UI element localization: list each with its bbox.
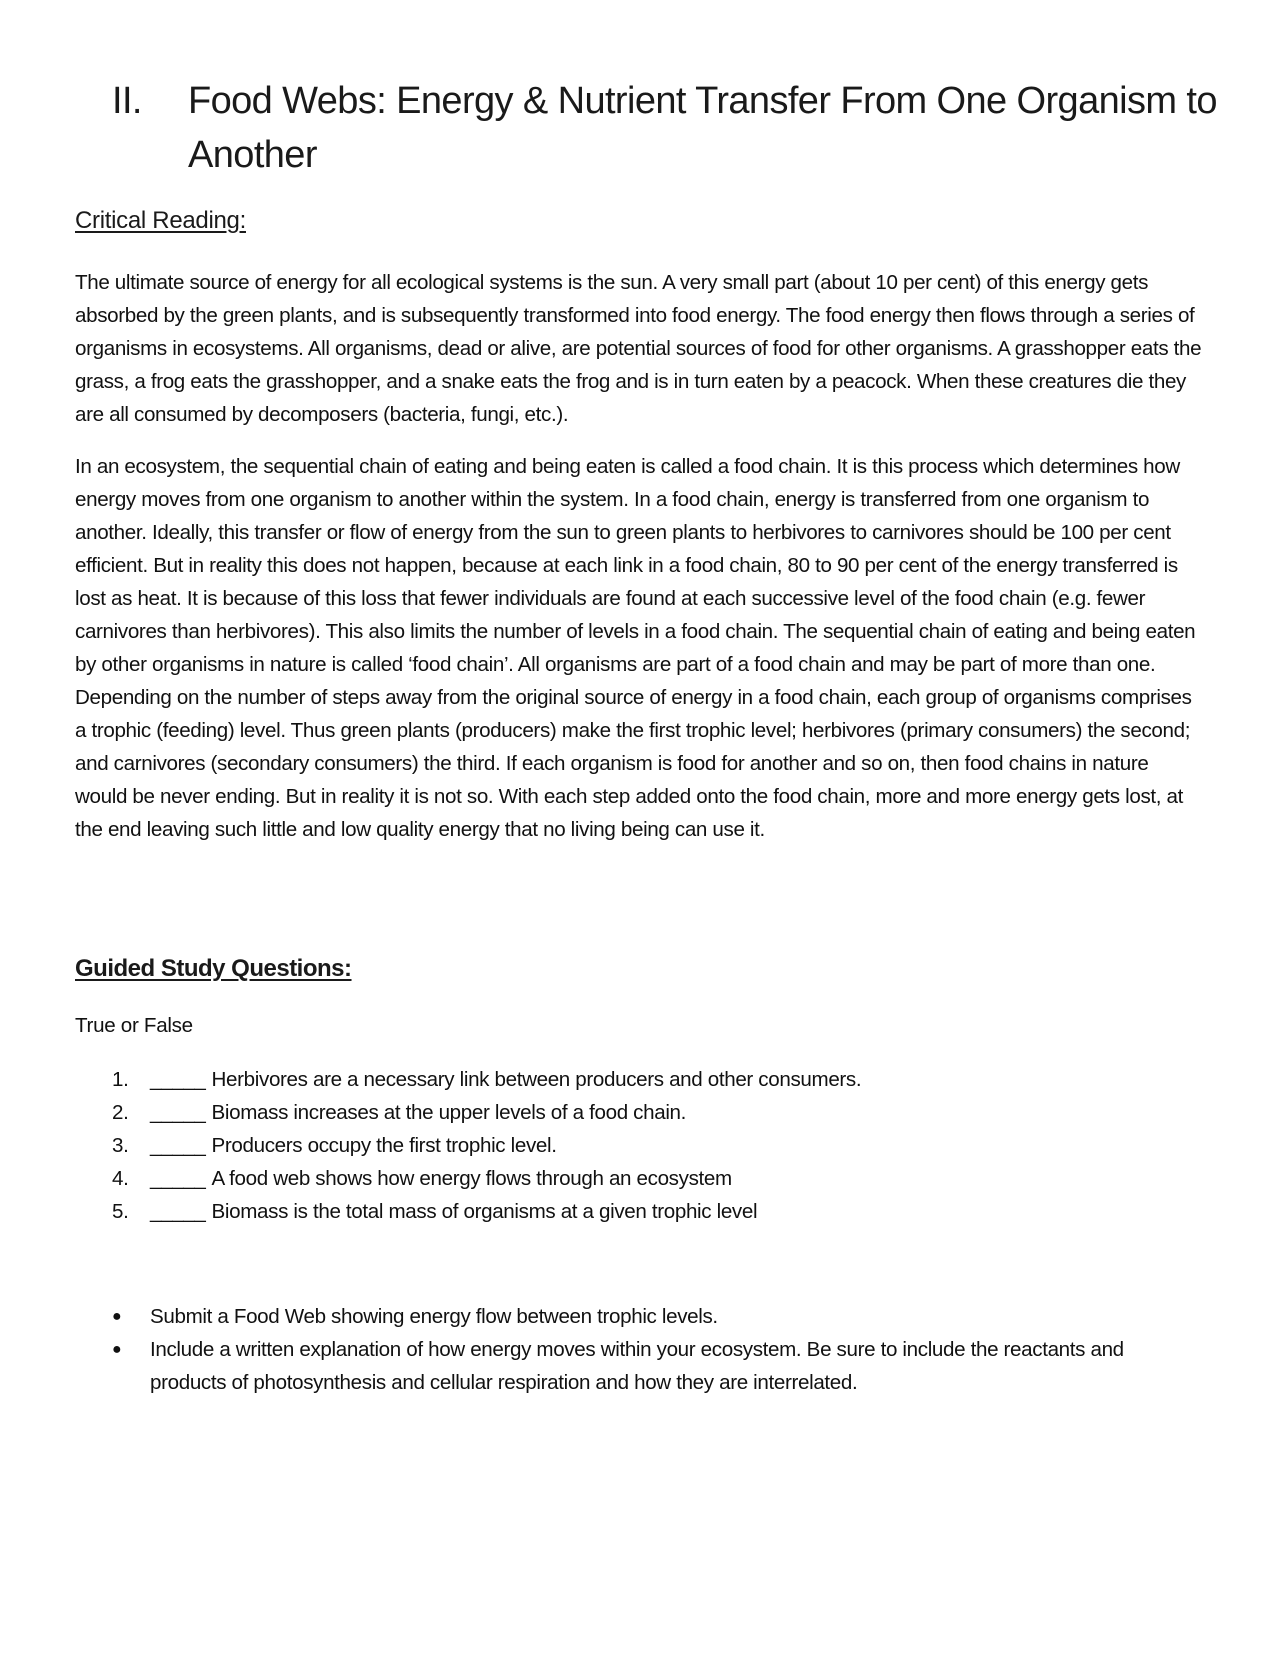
task-item [112, 1300, 1162, 1333]
true-false-subtitle: True or False [75, 1014, 193, 1037]
question-item [112, 1195, 861, 1228]
section-title: Food Webs: Energy & Nutrient Transfer From One Organism to Another [188, 80, 1217, 176]
task-list [112, 1300, 1162, 1399]
question-list [112, 1063, 861, 1228]
question-text: Biomass increases at the upper levels of a food chain. [211, 1101, 687, 1124]
question-item [112, 1162, 861, 1195]
section-heading [112, 74, 1222, 182]
critical-reading-label: Critical Reading: [75, 207, 246, 234]
bullet-icon: ● [112, 1308, 122, 1325]
guided-study-label: Guided Study Questions: [75, 955, 352, 982]
answer-blank[interactable]: _____ [150, 1134, 206, 1157]
question-text: Biomass is the total mass of organisms at a given trophic level [211, 1200, 758, 1223]
question-item [112, 1129, 861, 1162]
question-text: Producers occupy the first trophic level. [211, 1134, 557, 1157]
reading-paragraph-2: In an ecosystem, the sequential chain of eating and being eaten is called a food chain. It is this process which determines how energy moves from one organism to another within the system. In a food chain, energy is transferred from one organism to another. Ideally, this transfer or flow of energy from the sun to green plants to herbivores to carnivores should be 100 per cent efficient. But in reality this does not happen, because at each link in a food chain, 80 to 90 per cent of the energy transferred is lost as heat. It is because of this loss that fewer individuals are found at each successive level of the food chain (e.g. fewer carnivores than herbivores). This also limits the number of levels in a food chain. The sequential chain of eating and being eaten by other organisms in nature is called ‘food chain’. All organisms are part of a food chain and may be part of more than one. Depending on the number of steps away from the original source of energy in a food chain, each group of organisms comprises a trophic (feeding) level. Thus green plants (producers) make the first trophic level; herbivores (primary consumers) the second; and carnivores (secondary consumers) the third. If each organism is food for another and so on, then food chains in nature would be never ending. But in reality it is not so. With each step added onto the food chain, more and more energy gets lost, at the end leaving such little and low quality energy that no living being can use it. [75, 455, 1196, 841]
question-number: 1. [112, 1068, 129, 1091]
answer-blank[interactable]: _____ [150, 1167, 206, 1190]
reading-paragraph-1: The ultimate source of energy for all ecological systems is the sun. A very small part (about 10 per cent) of this energy gets absorbed by the green plants, and is subsequently transformed into food energy. The food energy then flows through a series of organisms in ecosystems. All organisms, dead or alive, are potential sources of food for other organisms. A grasshopper eats the grass, a frog eats the grasshopper, and a snake eats the frog and is in turn eaten by a peacock. When these creatures die they are all consumed by decomposers (bacteria, fungi, etc.). [75, 271, 1202, 426]
answer-blank[interactable]: _____ [150, 1200, 206, 1223]
question-number: 3. [112, 1134, 129, 1157]
question-number: 2. [112, 1101, 129, 1124]
answer-blank[interactable]: _____ [150, 1068, 206, 1091]
section-number: II. [112, 80, 142, 122]
task-item [112, 1333, 1162, 1399]
answer-blank[interactable]: _____ [150, 1101, 206, 1124]
question-number: 5. [112, 1200, 129, 1223]
question-text: A food web shows how energy flows through an ecosystem [211, 1167, 732, 1190]
question-text: Herbivores are a necessary link between producers and other consumers. [211, 1068, 862, 1091]
task-text: Include a written explanation of how energy moves within your ecosystem. Be sure to include the reactants and products of photosynthesis and cellular respiration and how they are interrelated. [150, 1338, 1124, 1394]
task-text: Submit a Food Web showing energy flow between trophic levels. [150, 1305, 718, 1328]
question-number: 4. [112, 1167, 129, 1190]
question-item [112, 1063, 861, 1096]
bullet-icon: ● [112, 1341, 122, 1358]
question-item [112, 1096, 861, 1129]
